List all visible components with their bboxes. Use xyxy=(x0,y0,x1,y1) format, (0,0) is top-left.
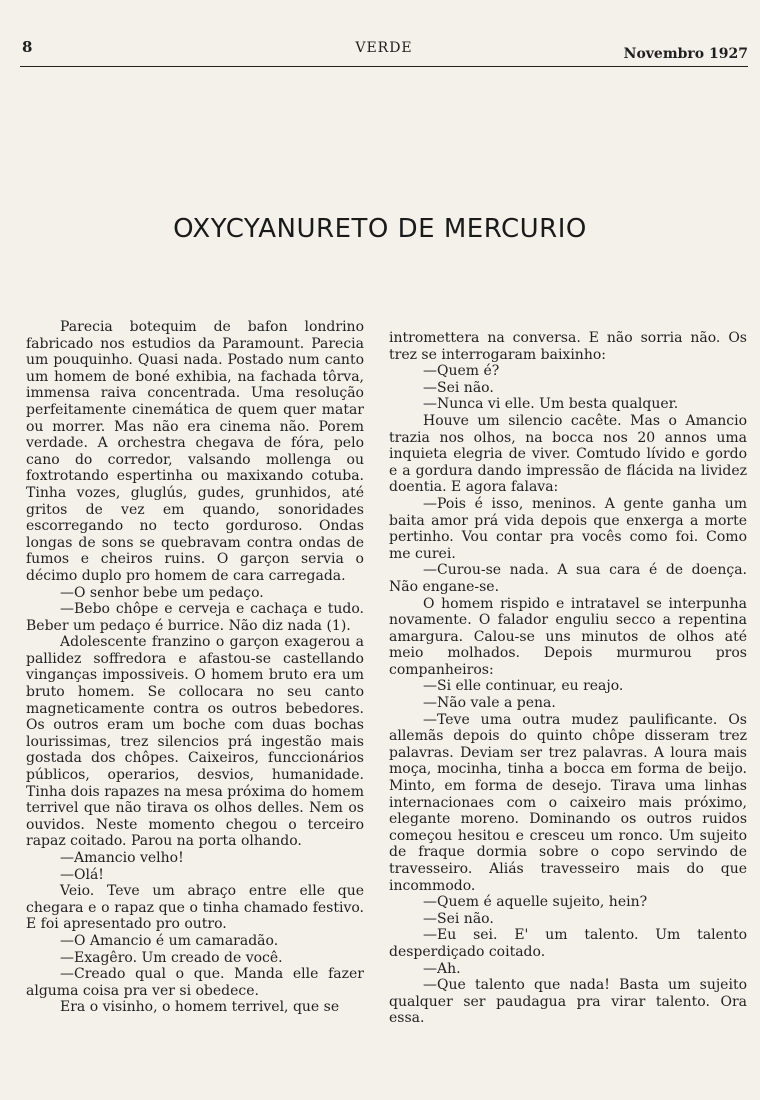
paragraph: —Si elle continuar, eu reajo. xyxy=(423,678,624,695)
paragraph: Parecia botequim de bafon londrino fabricado nos estudios da Paramount. Parecia um pouquinho. Quasi nada. Postado num canto um homem de boné exhibia, na fachada tôrva, immensa raiva concentrada. Uma resolução perfeitamente cinemática de quem quer matar ou morrer. Mas não era cinema não. Porem verdade. A orchestra chegava de fóra, pelo cano do corredor, valsando mollenga ou foxtrotando espertinha ou maxixando cotuba. Tinha vozes, gluglús, gudes, grunhidos, até gritos de vez em quando, sonoridades escorregando no tecto gorduroso. Ondas longas de sons se quebravam contra ondas de fumos e cheiros ruins. O garçon servia o décimo duplo pro homem de cara carregada. xyxy=(26,319,364,584)
paragraph: —Nunca vi elle. Um besta qualquer. xyxy=(423,396,679,413)
paragraph: —Teve uma outra mudez paulificante. Os allemãs depois do quinto chôpe disseram trez palavras. Deviam ser trez palavras. A loura mais moça, mocinha, tinha a bocca em forma de beijo. Minto, em forma de desejo. Tirava uma linhas internacionaes com o caixeiro mais próximo, elegante moreno. Dominando os outros ruidos começou hesitou e cresceu um ronco. Um sujeito de fraque dormia sobre o copo servindo de travesseiro. Aliás travesseiro mais do que incommodo. xyxy=(389,711,747,894)
paragraph: —Curou-se nada. A sua cara é de doença. Não engane-se. xyxy=(389,562,747,595)
paragraph: —Não vale a pena. xyxy=(423,695,556,712)
left-column xyxy=(26,319,364,1016)
paragraph: —Sei não. xyxy=(423,910,494,927)
paragraph: —Exagêro. Um creado de você. xyxy=(60,949,283,966)
paragraph: —Sei não. xyxy=(423,379,494,396)
running-header xyxy=(20,38,748,67)
paragraph: —O senhor bebe um pedaço. xyxy=(60,584,264,601)
paragraph: —Eu sei. E' um talento. Um talento desperdiçado coitado. xyxy=(389,927,747,960)
right-column xyxy=(389,330,747,1027)
paragraph: —Quem é? xyxy=(423,363,500,380)
paragraph: Houve um silencio cacête. Mas o Amancio trazia nos olhos, na bocca nos 20 annos uma inquieta elegria de viver. Comtudo lívido e gordo e a gordura dando impressão de flácida na lividez doentia. E agora falava: xyxy=(389,412,747,496)
paragraph: Era o visinho, o homem terrivel, que se xyxy=(60,999,340,1016)
issue-date: Novembro 1927 xyxy=(623,46,748,62)
paragraph: Veio. Teve um abraço entre elle que chegara e o rapaz que o tinha chamado festivo. E foi apresentado pro outro. xyxy=(26,883,364,933)
article-title: OXYCYANURETO DE MERCURIO xyxy=(173,214,587,244)
paragraph: —O Amancio é um camaradão. xyxy=(60,932,279,949)
paragraph: intromettera na conversa. E não sorria não. Os trez se interrogaram baixinho: xyxy=(389,330,747,363)
paragraph: —Bebo chôpe e cerveja e cachaça e tudo. Beber um pedaço é burrice. Não diz nada (1). xyxy=(26,601,364,634)
paragraph: —Olá! xyxy=(60,866,104,883)
paragraph: —Pois é isso, meninos. A gente ganha um baita amor prá vida depois que enxerga a morte pertinho. Vou contar pra vocês como foi. Como me curei. xyxy=(389,495,747,562)
paragraph: —Ah. xyxy=(423,960,461,977)
paragraph: —Amancio velho! xyxy=(60,850,184,866)
page-number: 8 xyxy=(22,38,33,56)
paragraph: —Quem é aquelle sujeito, hein? xyxy=(423,894,648,911)
paragraph: —Creado qual o que. Manda elle fazer alguma coisa pra ver si obedece. xyxy=(26,966,364,999)
paragraph: O homem rispido e intratavel se interpunha novamente. O falador enguliu secco a repentina amargura. Calou-se uns minutos de olhos até meio molhados. Depois murmurou pros companheiros: xyxy=(389,595,747,678)
paragraph: —Que talento que nada! Basta um sujeito qualquer ser paudagua pra virar talento. Ora essa. xyxy=(389,977,747,1027)
paragraph: Adolescente franzino o garçon exagerou a pallidez soffredora e afastou-se castellando vinganças impossiveis. O homem bruto era um bruto homem. Se collocara no seu canto magneticamente contra os outros bebedores. Os outros eram um boche com duas bochas lourissimas, trez silencios prá ingestão mais gostada dos chôpes. Caixeiros, funccionários públicos, operarios, desvios, humanidade. Tinha dois rapazes na mesa próxima do homem terrivel que não tirava os olhos delles. Nem os ouvidos. Neste momento chegou o terceiro rapaz coitado. Parou na porta olhando. xyxy=(26,634,364,850)
magazine-name: VERDE xyxy=(355,40,413,56)
